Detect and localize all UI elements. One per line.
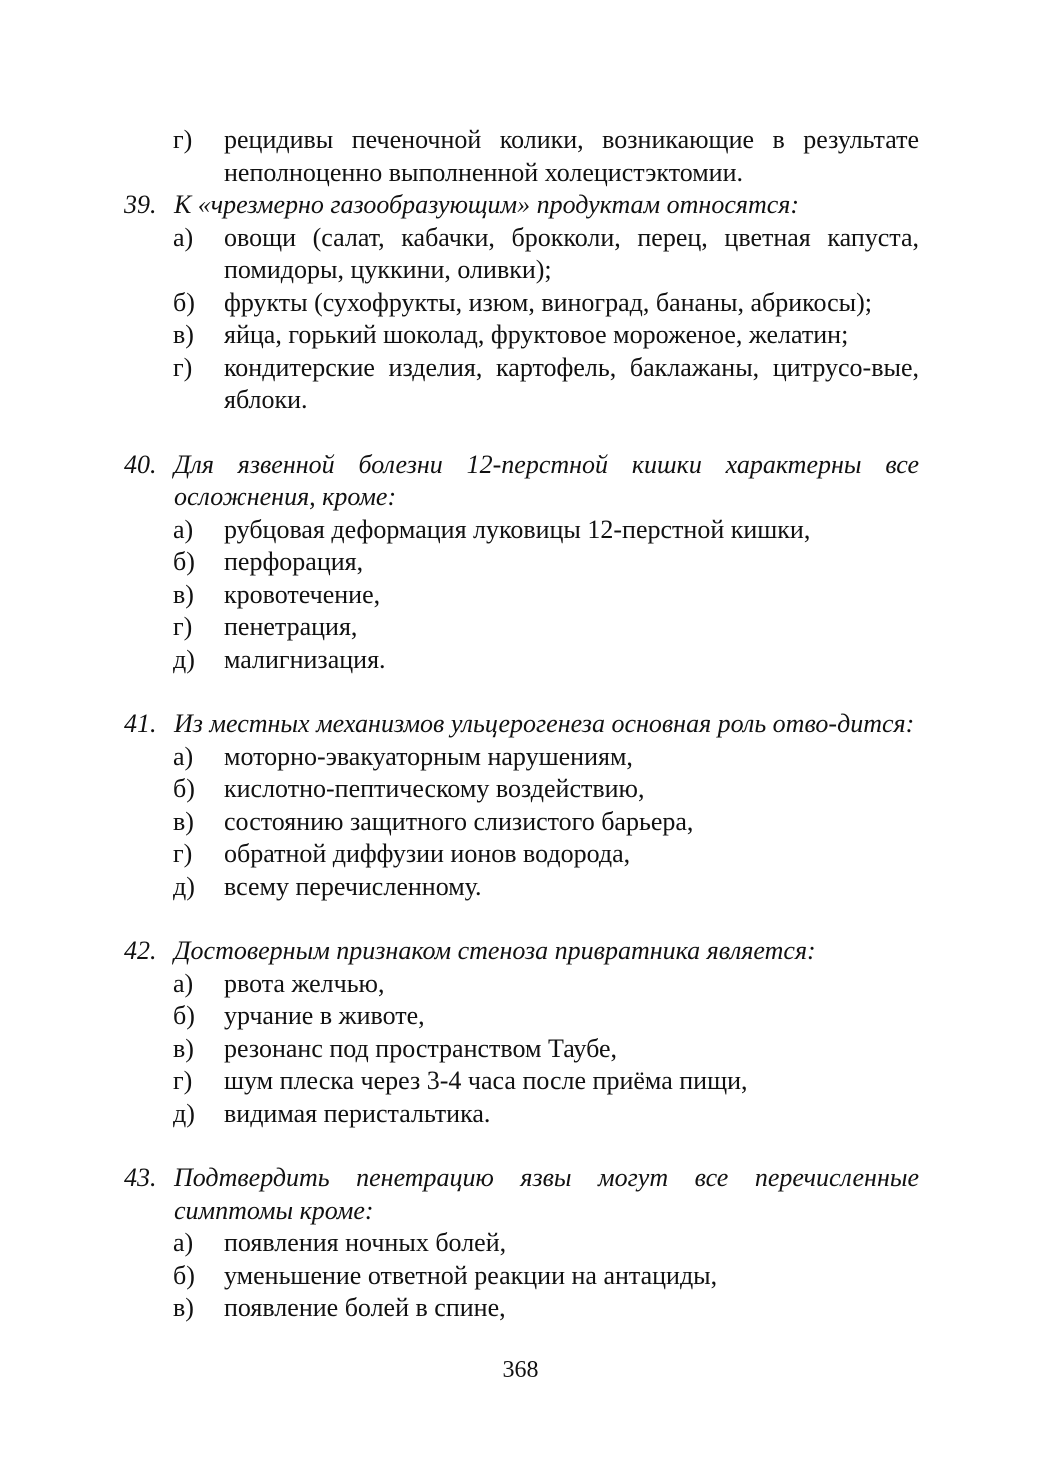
answer-option [124, 319, 919, 352]
option-text: овощи (салат, кабачки, брокколи, перец, цветная капуста, помидоры, цуккини, оливки); [224, 222, 919, 284]
option-text: кровотечение, [224, 579, 381, 609]
option-marker: б) [173, 1260, 195, 1290]
question-number: 39. [124, 190, 157, 219]
option-text: уменьшение ответной реакции на антациды, [224, 1260, 718, 1290]
option-marker: б) [173, 1001, 195, 1030]
option-text: кондитерские изделия, картофель, баклажаны, цитрусо-вые, яблоки. [224, 352, 919, 414]
answer-option [124, 514, 919, 547]
question-text: К «чрезмерно газообразующим» продуктам относятся: [174, 190, 800, 219]
question-41 [124, 708, 919, 903]
option-marker: а) [173, 514, 194, 544]
option-marker: в) [173, 1033, 194, 1063]
option-text: обратной диффузии ионов водорода, [224, 839, 631, 868]
option-text: моторно-эвакуаторным нарушениям, [224, 741, 633, 771]
option-marker: б) [173, 287, 195, 317]
option-marker: д) [173, 1098, 195, 1128]
answer-option [124, 352, 919, 417]
page-number: 368 [502, 1357, 539, 1383]
answer-option [124, 838, 919, 871]
option-marker: г) [173, 125, 193, 154]
option-text: появление болей в спине, [224, 1293, 506, 1322]
option-marker: б) [173, 547, 195, 576]
page-content [124, 124, 919, 1325]
answer-option [124, 1260, 919, 1293]
option-text: перфорация, [224, 547, 364, 576]
question-number: 42. [124, 936, 157, 965]
question-42 [124, 935, 919, 1130]
question-prompt [124, 449, 919, 514]
answer-option [124, 287, 919, 320]
option-text: всему перечисленному. [224, 871, 482, 901]
answer-option [124, 1000, 919, 1033]
answer-option [124, 1033, 919, 1066]
option-marker: а) [173, 222, 194, 252]
answer-option [124, 741, 919, 774]
answer-option [124, 644, 919, 677]
option-text: рецидивы печеночной колики, возникающие в результате неполноценно выполненной холецистэктомии. [224, 125, 919, 187]
option-marker: д) [173, 644, 195, 674]
option-text: резонанс под пространством Таубе, [224, 1033, 618, 1063]
option-text: малигнизация. [224, 644, 386, 674]
question-spacer [124, 417, 919, 449]
option-text: появления ночных болей, [224, 1228, 507, 1257]
option-text: урчание в животе, [224, 1001, 425, 1030]
question-text: Для язвенной болезни 12-перстной кишки характерны все осложнения, кроме: [174, 449, 919, 511]
option-text: состоянию защитного слизистого барьера, [224, 806, 694, 836]
question-prompt [124, 1162, 919, 1227]
answer-option [124, 1065, 919, 1098]
answer-option [124, 968, 919, 1001]
option-marker: г) [173, 839, 193, 868]
option-marker: а) [173, 968, 194, 998]
question-spacer [124, 1130, 919, 1162]
question-40 [124, 449, 919, 677]
question-number: 43. [124, 1163, 157, 1192]
question-39 [124, 189, 919, 417]
question-prompt [124, 189, 919, 222]
answer-option [124, 871, 919, 904]
option-marker: в) [173, 579, 194, 609]
option-marker: в) [173, 1293, 194, 1322]
option-marker: в) [173, 320, 194, 349]
option-text: пенетрация, [224, 612, 358, 641]
option-marker: д) [173, 871, 195, 901]
question-prompt [124, 935, 919, 968]
option-marker: а) [173, 1228, 194, 1257]
answer-option [124, 1292, 919, 1325]
question-number: 40. [124, 449, 157, 479]
option-marker: г) [173, 1066, 193, 1095]
answer-option [124, 1098, 919, 1131]
option-text: кислотно-пептическому воздействию, [224, 774, 645, 803]
question-text: Подтвердить пенетрацию язвы могут все перечисленные симптомы кроме: [174, 1163, 919, 1225]
question-number: 41. [124, 709, 157, 738]
question-spacer [124, 676, 919, 708]
answer-option [124, 773, 919, 806]
option-text: фрукты (сухофрукты, изюм, виноград, бананы, абрикосы); [224, 287, 873, 317]
question-spacer [124, 903, 919, 935]
answer-option [124, 1227, 919, 1260]
answer-option [124, 222, 919, 287]
question-43 [124, 1162, 919, 1325]
answer-option [124, 546, 919, 579]
question-text: Из местных механизмов ульцерогенеза основная роль отво-дится: [174, 709, 915, 738]
question-text: Достоверным признаком стеноза привратника является: [174, 936, 816, 965]
answer-option [124, 579, 919, 612]
option-text: рвота желчью, [224, 968, 385, 998]
option-marker: г) [173, 612, 193, 641]
continuation-option [124, 124, 919, 189]
question-prompt [124, 708, 919, 741]
option-text: шум плеска через 3-4 часа после приёма пищи, [224, 1066, 748, 1095]
answer-option [124, 806, 919, 839]
answer-option [124, 611, 919, 644]
option-marker: в) [173, 806, 194, 836]
option-text: яйца, горький шоколад, фруктовое мороженое, желатин; [224, 320, 849, 349]
option-marker: б) [173, 774, 195, 803]
option-marker: а) [173, 741, 194, 771]
option-marker: г) [173, 352, 193, 382]
option-text: видимая перистальтика. [224, 1098, 491, 1128]
option-text: рубцовая деформация луковицы 12-перстной кишки, [224, 514, 811, 544]
